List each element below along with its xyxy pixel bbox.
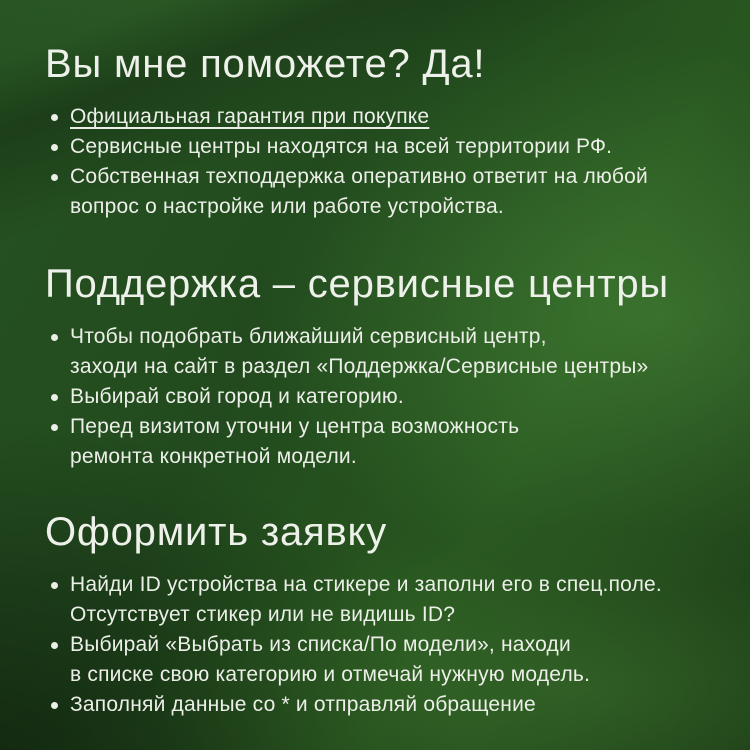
bullet-dot-icon bbox=[51, 394, 58, 401]
bullet-line: Выбирай свой город и категорию. bbox=[70, 385, 404, 408]
section-support-centers bbox=[45, 262, 720, 472]
bullet-dot-icon bbox=[51, 702, 58, 709]
section-help bbox=[45, 42, 720, 222]
bullet-line: в списке свою категорию и отмечай нужную модель. bbox=[70, 663, 591, 686]
section-help-bullet-list bbox=[45, 102, 720, 222]
bullet-line-underlined: Официальная гарантия при покупке bbox=[70, 105, 430, 128]
section-help-heading: Вы мне поможете? Да! bbox=[45, 42, 486, 86]
bullet-dot-icon bbox=[51, 424, 58, 431]
bullet-item-official-warranty bbox=[45, 102, 720, 132]
bullet-dot-icon bbox=[51, 334, 58, 341]
bullet-item-find-device-id bbox=[45, 570, 720, 630]
bullet-line: Найди ID устройства на стикере и заполни его в спец.поле. bbox=[70, 573, 662, 596]
bullet-line: Отсутствует стикер или не видишь ID? bbox=[70, 603, 456, 626]
bullet-item-find-center bbox=[45, 322, 720, 382]
bullet-item-service-centers-rf bbox=[45, 132, 720, 162]
bullet-line: Перед визитом уточни у центра возможность bbox=[70, 415, 520, 438]
bullet-line: вопрос о настройке или работе устройства. bbox=[70, 195, 504, 218]
section-submit-heading: Оформить заявку bbox=[45, 510, 388, 554]
section-support-bullet-list bbox=[45, 322, 720, 472]
bullet-line: Выбирай «Выбрать из списка/По модели», находи bbox=[70, 633, 571, 656]
bullet-item-choose-city bbox=[45, 382, 720, 412]
bullet-item-choose-from-list bbox=[45, 630, 720, 690]
bullet-dot-icon bbox=[51, 642, 58, 649]
bullet-line: Заполняй данные со * и отправляй обращение bbox=[70, 693, 536, 716]
section-submit-request bbox=[45, 510, 720, 720]
bullet-dot-icon bbox=[51, 114, 58, 121]
section-submit-bullet-list bbox=[45, 570, 720, 720]
bullet-line: заходи на сайт в раздел «Поддержка/Сервисные центры» bbox=[70, 355, 649, 378]
bullet-dot-icon bbox=[51, 174, 58, 181]
bullet-line: Сервисные центры находятся на всей территории РФ. bbox=[70, 135, 613, 158]
bullet-line: ремонта конкретной модели. bbox=[70, 445, 357, 468]
bullet-line: Собственная техподдержка оперативно ответит на любой bbox=[70, 165, 648, 188]
bullet-dot-icon bbox=[51, 144, 58, 151]
bullet-line: Чтобы подобрать ближайший сервисный центр, bbox=[70, 325, 547, 348]
bullet-dot-icon bbox=[51, 582, 58, 589]
bullet-item-fill-required-fields bbox=[45, 690, 720, 720]
section-support-heading: Поддержка – сервисные центры bbox=[45, 262, 669, 306]
bullet-item-tech-support bbox=[45, 162, 720, 222]
bullet-item-confirm-repair bbox=[45, 412, 720, 472]
